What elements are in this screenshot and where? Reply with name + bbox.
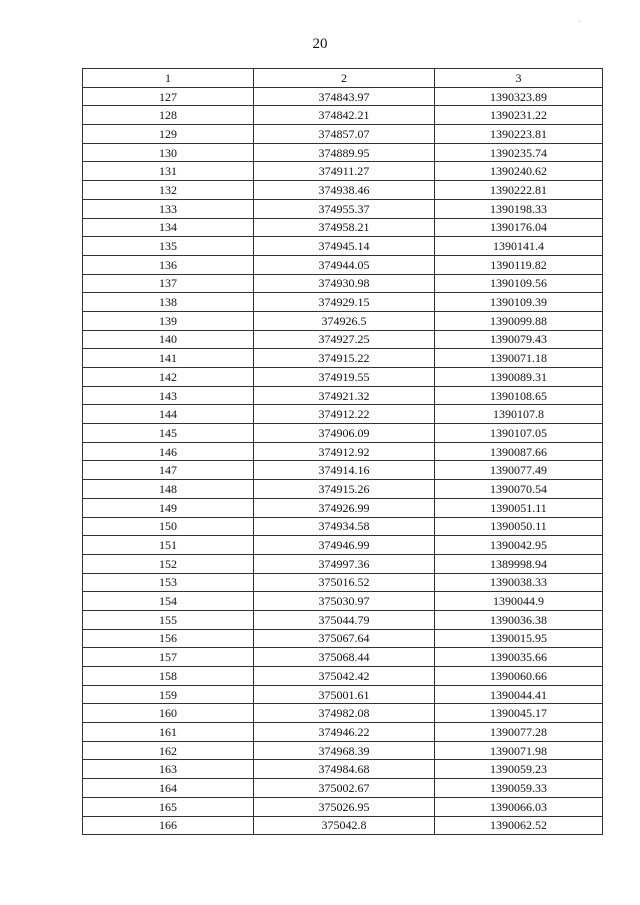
- point-number-cell: 155: [83, 610, 254, 629]
- column-header-3: 3: [435, 69, 603, 88]
- x-coordinate-cell: 374915.22: [254, 349, 435, 368]
- x-coordinate-cell: 374997.36: [254, 554, 435, 573]
- y-coordinate-cell: 1390059.33: [435, 779, 603, 798]
- table-body: [83, 87, 603, 835]
- table-row: [83, 143, 603, 162]
- x-coordinate-cell: 375030.97: [254, 592, 435, 611]
- table-row: [83, 349, 603, 368]
- y-coordinate-cell: 1390240.62: [435, 162, 603, 181]
- table-row: [83, 330, 603, 349]
- table-row: [83, 610, 603, 629]
- point-number-cell: 160: [83, 704, 254, 723]
- point-number-cell: 139: [83, 311, 254, 330]
- point-number-cell: 166: [83, 816, 254, 835]
- point-number-cell: 144: [83, 405, 254, 424]
- y-coordinate-cell: 1389998.94: [435, 554, 603, 573]
- y-coordinate-cell: 1390323.89: [435, 87, 603, 106]
- point-number-cell: 148: [83, 480, 254, 499]
- y-coordinate-cell: 1390044.41: [435, 685, 603, 704]
- x-coordinate-cell: 374926.5: [254, 311, 435, 330]
- table-row: [83, 723, 603, 742]
- point-number-cell: 143: [83, 386, 254, 405]
- y-coordinate-cell: 1390045.17: [435, 704, 603, 723]
- y-coordinate-cell: 1390231.22: [435, 106, 603, 125]
- table-row: [83, 311, 603, 330]
- x-coordinate-cell: 374911.27: [254, 162, 435, 181]
- table-row: [83, 237, 603, 256]
- x-coordinate-cell: 374914.16: [254, 461, 435, 480]
- table-row: [83, 498, 603, 517]
- point-number-cell: 164: [83, 779, 254, 798]
- table-row: [83, 797, 603, 816]
- table-row: [83, 517, 603, 536]
- table-row: [83, 480, 603, 499]
- x-coordinate-cell: 374955.37: [254, 199, 435, 218]
- table-row: [83, 405, 603, 424]
- point-number-cell: 158: [83, 667, 254, 686]
- point-number-cell: 154: [83, 592, 254, 611]
- y-coordinate-cell: 1390108.65: [435, 386, 603, 405]
- point-number-cell: 149: [83, 498, 254, 517]
- page-number: 20: [312, 36, 328, 52]
- point-number-cell: 146: [83, 442, 254, 461]
- y-coordinate-cell: 1390109.39: [435, 293, 603, 312]
- y-coordinate-cell: 1390109.56: [435, 274, 603, 293]
- x-coordinate-cell: 375026.95: [254, 797, 435, 816]
- y-coordinate-cell: 1390036.38: [435, 610, 603, 629]
- x-coordinate-cell: 374982.08: [254, 704, 435, 723]
- column-header-2: 2: [254, 69, 435, 88]
- y-coordinate-cell: 1390107.8: [435, 405, 603, 424]
- x-coordinate-cell: 375042.42: [254, 667, 435, 686]
- x-coordinate-cell: 374842.21: [254, 106, 435, 125]
- x-coordinate-cell: 375016.52: [254, 573, 435, 592]
- x-coordinate-cell: 374926.99: [254, 498, 435, 517]
- x-coordinate-cell: 374889.95: [254, 143, 435, 162]
- y-coordinate-cell: 1390176.04: [435, 218, 603, 237]
- table-row: [83, 181, 603, 200]
- x-coordinate-cell: 374929.15: [254, 293, 435, 312]
- table-header-row: [83, 69, 603, 88]
- point-number-cell: 140: [83, 330, 254, 349]
- x-coordinate-cell: 374843.97: [254, 87, 435, 106]
- y-coordinate-cell: 1390035.66: [435, 648, 603, 667]
- point-number-cell: 136: [83, 255, 254, 274]
- x-coordinate-cell: 374915.26: [254, 480, 435, 499]
- x-coordinate-cell: 374906.09: [254, 424, 435, 443]
- y-coordinate-cell: 1390119.82: [435, 255, 603, 274]
- y-coordinate-cell: 1390198.33: [435, 199, 603, 218]
- point-number-cell: 161: [83, 723, 254, 742]
- table-row: [83, 255, 603, 274]
- y-coordinate-cell: 1390077.28: [435, 723, 603, 742]
- point-number-cell: 156: [83, 629, 254, 648]
- point-number-cell: 128: [83, 106, 254, 125]
- point-number-cell: 147: [83, 461, 254, 480]
- x-coordinate-cell: 374958.21: [254, 218, 435, 237]
- table-row: [83, 779, 603, 798]
- x-coordinate-cell: 374946.22: [254, 723, 435, 742]
- x-coordinate-cell: 375068.44: [254, 648, 435, 667]
- point-number-cell: 130: [83, 143, 254, 162]
- table-row: [83, 648, 603, 667]
- y-coordinate-cell: 1390079.43: [435, 330, 603, 349]
- table-row: [83, 442, 603, 461]
- y-coordinate-cell: 1390066.03: [435, 797, 603, 816]
- point-number-cell: 163: [83, 760, 254, 779]
- point-number-cell: 129: [83, 125, 254, 144]
- table-row: [83, 760, 603, 779]
- column-header-1: 1: [83, 69, 254, 88]
- y-coordinate-cell: 1390060.66: [435, 667, 603, 686]
- point-number-cell: 157: [83, 648, 254, 667]
- y-coordinate-cell: 1390099.88: [435, 311, 603, 330]
- table-row: [83, 461, 603, 480]
- y-coordinate-cell: 1390059.23: [435, 760, 603, 779]
- y-coordinate-cell: 1390051.11: [435, 498, 603, 517]
- point-number-cell: 134: [83, 218, 254, 237]
- y-coordinate-cell: 1390038.33: [435, 573, 603, 592]
- x-coordinate-cell: 374984.68: [254, 760, 435, 779]
- table-row: [83, 704, 603, 723]
- x-coordinate-cell: 374938.46: [254, 181, 435, 200]
- y-coordinate-cell: 1390062.52: [435, 816, 603, 835]
- y-coordinate-cell: 1390222.81: [435, 181, 603, 200]
- point-number-cell: 135: [83, 237, 254, 256]
- table-row: [83, 106, 603, 125]
- table-row: [83, 424, 603, 443]
- x-coordinate-cell: 375001.61: [254, 685, 435, 704]
- point-number-cell: 131: [83, 162, 254, 181]
- table-row: [83, 293, 603, 312]
- table-row: [83, 386, 603, 405]
- x-coordinate-cell: 374934.58: [254, 517, 435, 536]
- y-coordinate-cell: 1390223.81: [435, 125, 603, 144]
- y-coordinate-cell: 1390107.05: [435, 424, 603, 443]
- point-number-cell: 138: [83, 293, 254, 312]
- table-row: [83, 741, 603, 760]
- y-coordinate-cell: 1390235.74: [435, 143, 603, 162]
- x-coordinate-cell: 374944.05: [254, 255, 435, 274]
- y-coordinate-cell: 1390087.66: [435, 442, 603, 461]
- table-row: [83, 629, 603, 648]
- x-coordinate-cell: 375067.64: [254, 629, 435, 648]
- x-coordinate-cell: 374968.39: [254, 741, 435, 760]
- table-header: [83, 69, 603, 88]
- x-coordinate-cell: 375044.79: [254, 610, 435, 629]
- y-coordinate-cell: 1390070.54: [435, 480, 603, 499]
- table-row: [83, 218, 603, 237]
- point-number-cell: 151: [83, 536, 254, 555]
- y-coordinate-cell: 1390044.9: [435, 592, 603, 611]
- x-coordinate-cell: 374946.99: [254, 536, 435, 555]
- point-number-cell: 165: [83, 797, 254, 816]
- x-coordinate-cell: 374919.55: [254, 368, 435, 387]
- y-coordinate-cell: 1390071.18: [435, 349, 603, 368]
- point-number-cell: 152: [83, 554, 254, 573]
- x-coordinate-cell: 374921.32: [254, 386, 435, 405]
- y-coordinate-cell: 1390141.4: [435, 237, 603, 256]
- x-coordinate-cell: 374857.07: [254, 125, 435, 144]
- corner-mark: ·: [578, 18, 581, 26]
- table-row: [83, 573, 603, 592]
- table-row: [83, 87, 603, 106]
- point-number-cell: 133: [83, 199, 254, 218]
- y-coordinate-cell: 1390015.95: [435, 629, 603, 648]
- x-coordinate-cell: 374927.25: [254, 330, 435, 349]
- coordinates-table: [82, 68, 603, 835]
- table-row: [83, 816, 603, 835]
- x-coordinate-cell: 374945.14: [254, 237, 435, 256]
- point-number-cell: 132: [83, 181, 254, 200]
- y-coordinate-cell: 1390042.95: [435, 536, 603, 555]
- x-coordinate-cell: 374912.92: [254, 442, 435, 461]
- point-number-cell: 142: [83, 368, 254, 387]
- point-number-cell: 162: [83, 741, 254, 760]
- x-coordinate-cell: 374930.98: [254, 274, 435, 293]
- y-coordinate-cell: 1390077.49: [435, 461, 603, 480]
- table-row: [83, 199, 603, 218]
- point-number-cell: 159: [83, 685, 254, 704]
- y-coordinate-cell: 1390050.11: [435, 517, 603, 536]
- y-coordinate-cell: 1390071.98: [435, 741, 603, 760]
- point-number-cell: 127: [83, 87, 254, 106]
- table-row: [83, 125, 603, 144]
- table-row: [83, 685, 603, 704]
- table-row: [83, 368, 603, 387]
- table-row: [83, 274, 603, 293]
- x-coordinate-cell: 374912.22: [254, 405, 435, 424]
- point-number-cell: 150: [83, 517, 254, 536]
- point-number-cell: 137: [83, 274, 254, 293]
- x-coordinate-cell: 375002.67: [254, 779, 435, 798]
- x-coordinate-cell: 375042.8: [254, 816, 435, 835]
- table-row: [83, 592, 603, 611]
- point-number-cell: 141: [83, 349, 254, 368]
- table-row: [83, 162, 603, 181]
- y-coordinate-cell: 1390089.31: [435, 368, 603, 387]
- point-number-cell: 145: [83, 424, 254, 443]
- table-row: [83, 554, 603, 573]
- table-row: [83, 536, 603, 555]
- point-number-cell: 153: [83, 573, 254, 592]
- table-row: [83, 667, 603, 686]
